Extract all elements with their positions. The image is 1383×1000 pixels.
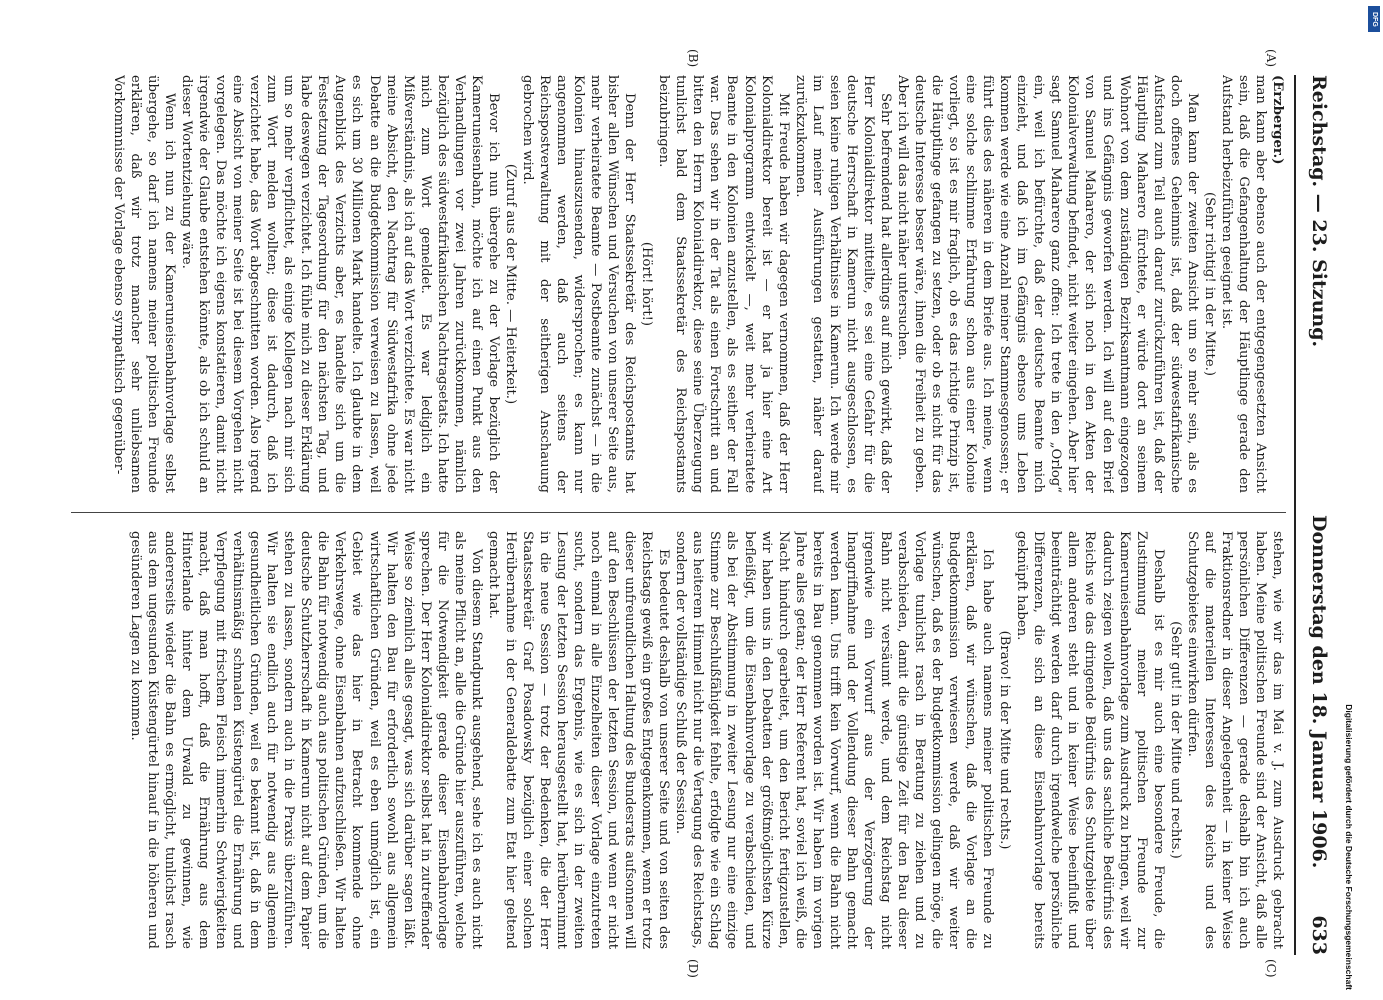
page-header bbox=[1296, 75, 1340, 955]
header-session: Reichstag. — 23. Sitzung. bbox=[1308, 75, 1330, 348]
document-page bbox=[60, 49, 1340, 978]
header-date: Donnerstag den 18. Januar 1906. bbox=[1308, 515, 1330, 869]
right-column bbox=[71, 531, 1286, 949]
interjection: (Sehr richtig! in der Mitte.) bbox=[1201, 192, 1217, 376]
interjection: (Bravo! in der Mitte und rechts.) bbox=[997, 630, 1013, 850]
digitization-note: Digitalisierung gefördert durch die Deutsche Forschungsgemeinschaft bbox=[1344, 704, 1354, 990]
paragraph: Es bedeutet deshalb von unserer Seite und von seiten des Reichstags gewiß ein großes Entgegenkommen, wenn er trotz dieser unfreundlichen Haltung des Bundesrats aufsonnen will auf den Beschlüssen der letzten Session, und wenn er nicht noch einmal in alle Einzelheiten dieser Vorlage einzutreten sucht, sondern das Ergebnis, wie es sich in der zweiten Lesung der letzten Session herausgestellt hat, herübernimmt in die neue Session — trotz der Bedenken, die der Herr Staatssekretär Graf Posadowsky bezüglich einer solchen Herübernahme in der Generaldebatte zum Etat hier geltend gemacht hat. bbox=[485, 531, 672, 949]
header-rule bbox=[1294, 75, 1296, 955]
column-divider bbox=[71, 512, 1286, 513]
margin-mark-a: (A) bbox=[1264, 49, 1278, 68]
paragraph: Wenn ich nun zu der Kameruneisenbahnvorlage selbst übergehe, so darf ich namens meiner politischen Freunde erklären, daß wir trotz mancher sehr unliebsamen Vorkommnisse der Vorlage ebenso sympathisch gegenüber- bbox=[110, 75, 177, 493]
paragraph: Deshalb ist es mir auch eine besondere Freude, die Zustimmung meiner politischen Freunde zur Kameruneisenbahnvorlage zum Ausdruck zu bringen, weil wir dadurch zeigen wollen, daß uns das sachliche Bedürfnis des Reichs wie das dringende Bedürfnis des Schutzgebiete über allem anderen steht und in keiner Weise beeinflußt und beeinträchtigt werden darf durch irgendwelche persönliche Differenzen, die sich an diese Eisenbahnvorlage bereits geknüpft haben. bbox=[1014, 531, 1166, 949]
left-column bbox=[71, 75, 1286, 493]
margin-mark-b: (B) bbox=[686, 49, 700, 68]
paragraph: Sehr befremdend hat allerdings auf mich gewirkt, daß der Herr Kolonialdirektor mitteilte, es sei eine Gefahr für die deutsche Herrschaft in Kamerun nicht ausgeschlossen, es seien keine ruhigen Verhältnisse in Kamerun. Ich werde mir im Lauf meiner Ausführungen gestatten, näher darauf zurückzukommen. bbox=[792, 75, 893, 493]
interjection: (Sehr gut! in der Mitte und rechts.) bbox=[1167, 621, 1183, 859]
speaker-name: (Erzberger.) bbox=[1270, 75, 1285, 165]
paragraph: stehen, wie wir das im Mai v. J. zum Ausdruck gebracht haben. Meine politischen Freunde sind der Ansicht, daß alle persönlichen Differenzen — gerade deshalb bin ich auch Fraktionsredner in dieser Angelegenheit — in keiner Weise auf die materiellen Interessen des Reichs und des Schutzgebietes einwirken dürfen. bbox=[1184, 531, 1285, 949]
paragraph: Von diesem Standpunkt ausgehend, sehe ich es auch nicht als meine Pflicht an, alle die Gründe hier auszuführen, welche für die Notwendigkeit gerade dieser Eisenbahnvorlage sprechen. Der Herr Kolonialdirektor selbst hat in zutreffender Weise so ziemlich alles gesagt, was sich darüber sagen läßt. Wir halten den Bau für erforderlich sowohl aus allgemein wirtschaftlichen Gründen, weil es eben unmöglich ist, ein Gebiet wie das hier in Betracht kommende ohne Verkehrswege, ohne Eisenbahnen aufzuschließen. Wir halten die Bahn für notwendig auch aus politischen Gründen, um die deutsche Schutzherrschaft in Kamerun nicht auf dem Papier stehen zu lassen, sondern auch in die Praxis überzuführen. Wir halten sie endlich auch für notwendig aus allgemein gesundheitlichen Gründen, weil es bekannt ist, daß in dem verhältnismäßig schmalen Küstengürtel die Ernährung und Verpflegung mit frischem Fleisch immerhin Schwierigkeiten macht, daß man hofft, daß die Ernährung aus dem Hinterlande hinter dem Urwald zu gewinnen, wie andererseits wieder die Bahn es ermöglicht, tunlichst rasch aus dem ungesunden Küstengürtel hinauf in die höheren und gesünderen Lagen zu kommen. bbox=[127, 531, 484, 949]
paragraph: Denn der Herr Staatssekretär des Reichspostamts hat bisher allen Wünschen und Versuchen von unserer Seite aus, mehr verheiratete Beamte — Postbeamte zunächst — in die Kolonien hinauszusenden, widersprochen; es kann nur angenommen werden, daß auch seitens der Reichspostverwaltung mit der seitherigen Anschauung gebrochen wird. bbox=[519, 75, 638, 493]
paragraph: Mit Freude haben wir dagegen vernommen, daß der Herr Kolonialdirektor bereit ist — er hat ja hier eine Art Kolonialprogramm entwickelt —, weit mehr verheiratete Beamte in den Kolonien anzustellen, als es seither der Fall war. Das sehen wir in der Tat als einen Fortschritt an und bitten den Herrn Kolonialdirektor, diese seine Überzeugung tunlichst bald dem Staatssekretär des Reichspostamts beizubringen. bbox=[656, 75, 791, 493]
interjection: (Hört! hört!) bbox=[639, 241, 655, 327]
margin-mark-c: (C) bbox=[1264, 959, 1278, 978]
interjection: (Zuruf aus der Mitte. — Heiterkeit.) bbox=[502, 163, 518, 405]
dfg-logo: DFG bbox=[1368, 6, 1380, 32]
paragraph: Ich habe auch namens meiner politischen Freunde zu erklären, daß wir wünschen, daß die Vorlage an die Budgetkommission verwiesen werde, daß wir weiter wünschen, daß es der Budgetkommission gelingen möge, die Vorlage tunlichst rasch in Beratung zu ziehen und zu verabschieden, damit die günstige Zeit für den Bau dieser Bahn nicht versäumt werde, und dem Reichstag nicht irgendwie ein Vorwurf aus der Verzögerung der Inangriffnahme und der Vollendung dieser Bahn gemacht werden kann. Uns trifft kein Vorwurf, wenn die Bahn nicht bereits in Bau genommen worden ist. Wir haben im vorigen Jahre alles getan; der Herr Referent hat, soviel ich weiß, die Nacht hindurch gearbeitet, um den Bericht fertigzustellen, wir haben uns in den Debatten der größtmöglichsten Kürze befleißigt, um die Eisenbahnvorlage zu verabschieden, und als bei der Abstimmung in zweiter Lesung nur eine einzige Stimme zur Beschlußfähigkeit fehlte, erfolgte wie ein Schlag aus heiterem Himmel nicht nur die Vertagung des Reichstags, sondern der vollständige Schluß der Session. bbox=[673, 531, 996, 949]
paragraph: Man kann der zweiten Ansicht um so mehr sein, als es doch offenes Geheimnis ist, daß der südwestafrikanische Aufstand zum Teil auch darauf zurückzuführen ist, daß der Häuptling Maharero fürchtete, er würde dort an seinem Wohnort von dem zuständigen Bezirksamtmann eingezogen und ins Gefängnis geworfen werden. Ich will auf den Brief von Samuel Maharero, der sich noch in den Akten der Kolonialverwaltung befindet, nicht weiter eingehen. Aber hier sagt Samuel Maharero ganz offen: Ich trete in den „Orlog“ ein, weil ich befürchte, daß der deutsche Beamte mich einzieht, und daß ich im Gefängnis ebenso ums Leben kommen werde wie eine Anzahl meiner Stammesgenossen; er führt dies des näheren in dem Briefe aus. Ich meine, wenn eine solche schlimme Erfahrung schon aus einer Kolonie vorliegt, so ist es mir fraglich, ob es das richtige Prinzip ist, die Häuptlinge gefangen zu setzen, oder ob es nicht für das deutsche Interesse besser wäre, ihnen die Freiheit zu geben. Aber ich will das nicht näher untersuchen. bbox=[894, 75, 1200, 493]
paragraph: man kann aber ebenso auch der entgegengesetzten Ansicht sein, daß die Gefangenhaltung der Häuptlinge gerade den Aufstand herbeizuführen geeignet ist. bbox=[1218, 75, 1268, 493]
margin-mark-d: (D) bbox=[686, 959, 700, 978]
paragraph: Bevor ich nun übergehe zu der Vorlage bezüglich der Kameruneisenbahn, möchte ich auf einen Punkt aus den Verhandlungen vor zwei Jahren zurückkommen, nämlich bezüglich des südwestafrikanischen Nachtragsetats. Ich hatte mich zum Wort gemeldet. Es war lediglich ein Mißverständnis, als ich auf das Wort verzichtete. Es war nicht meine Absicht, den Nachtrag für Südwestafrika ohne jede Debatte an die Budgetkommission verweisen zu lassen, weil es sich um 30 Millionen Mark handelte. Ich glaubte in dem Augenblick des Verzichts aber, es handelte sich um die Festsetzung der Tagesordnung für den nächsten Tag, und habe deswegen verzichtet. Ich fühle mich zu dieser Erklärung um so mehr verpflichtet, als einige Kollegen nach mir sich zum Wort melden wollten; diese ist dadurch, daß ich verzichtet habe, das Wort abgeschnitten worden. Also irgend eine Absicht von meiner Seite ist bei diesem Vorgehen nicht vorgelegen. Das möchte ich eigens konstatieren, damit nicht irgendwie der Glaube entstehen könnte, als ob ich schuld an dieser Wortentziehung wäre. bbox=[179, 75, 501, 493]
page-number: 633 bbox=[1308, 915, 1330, 955]
